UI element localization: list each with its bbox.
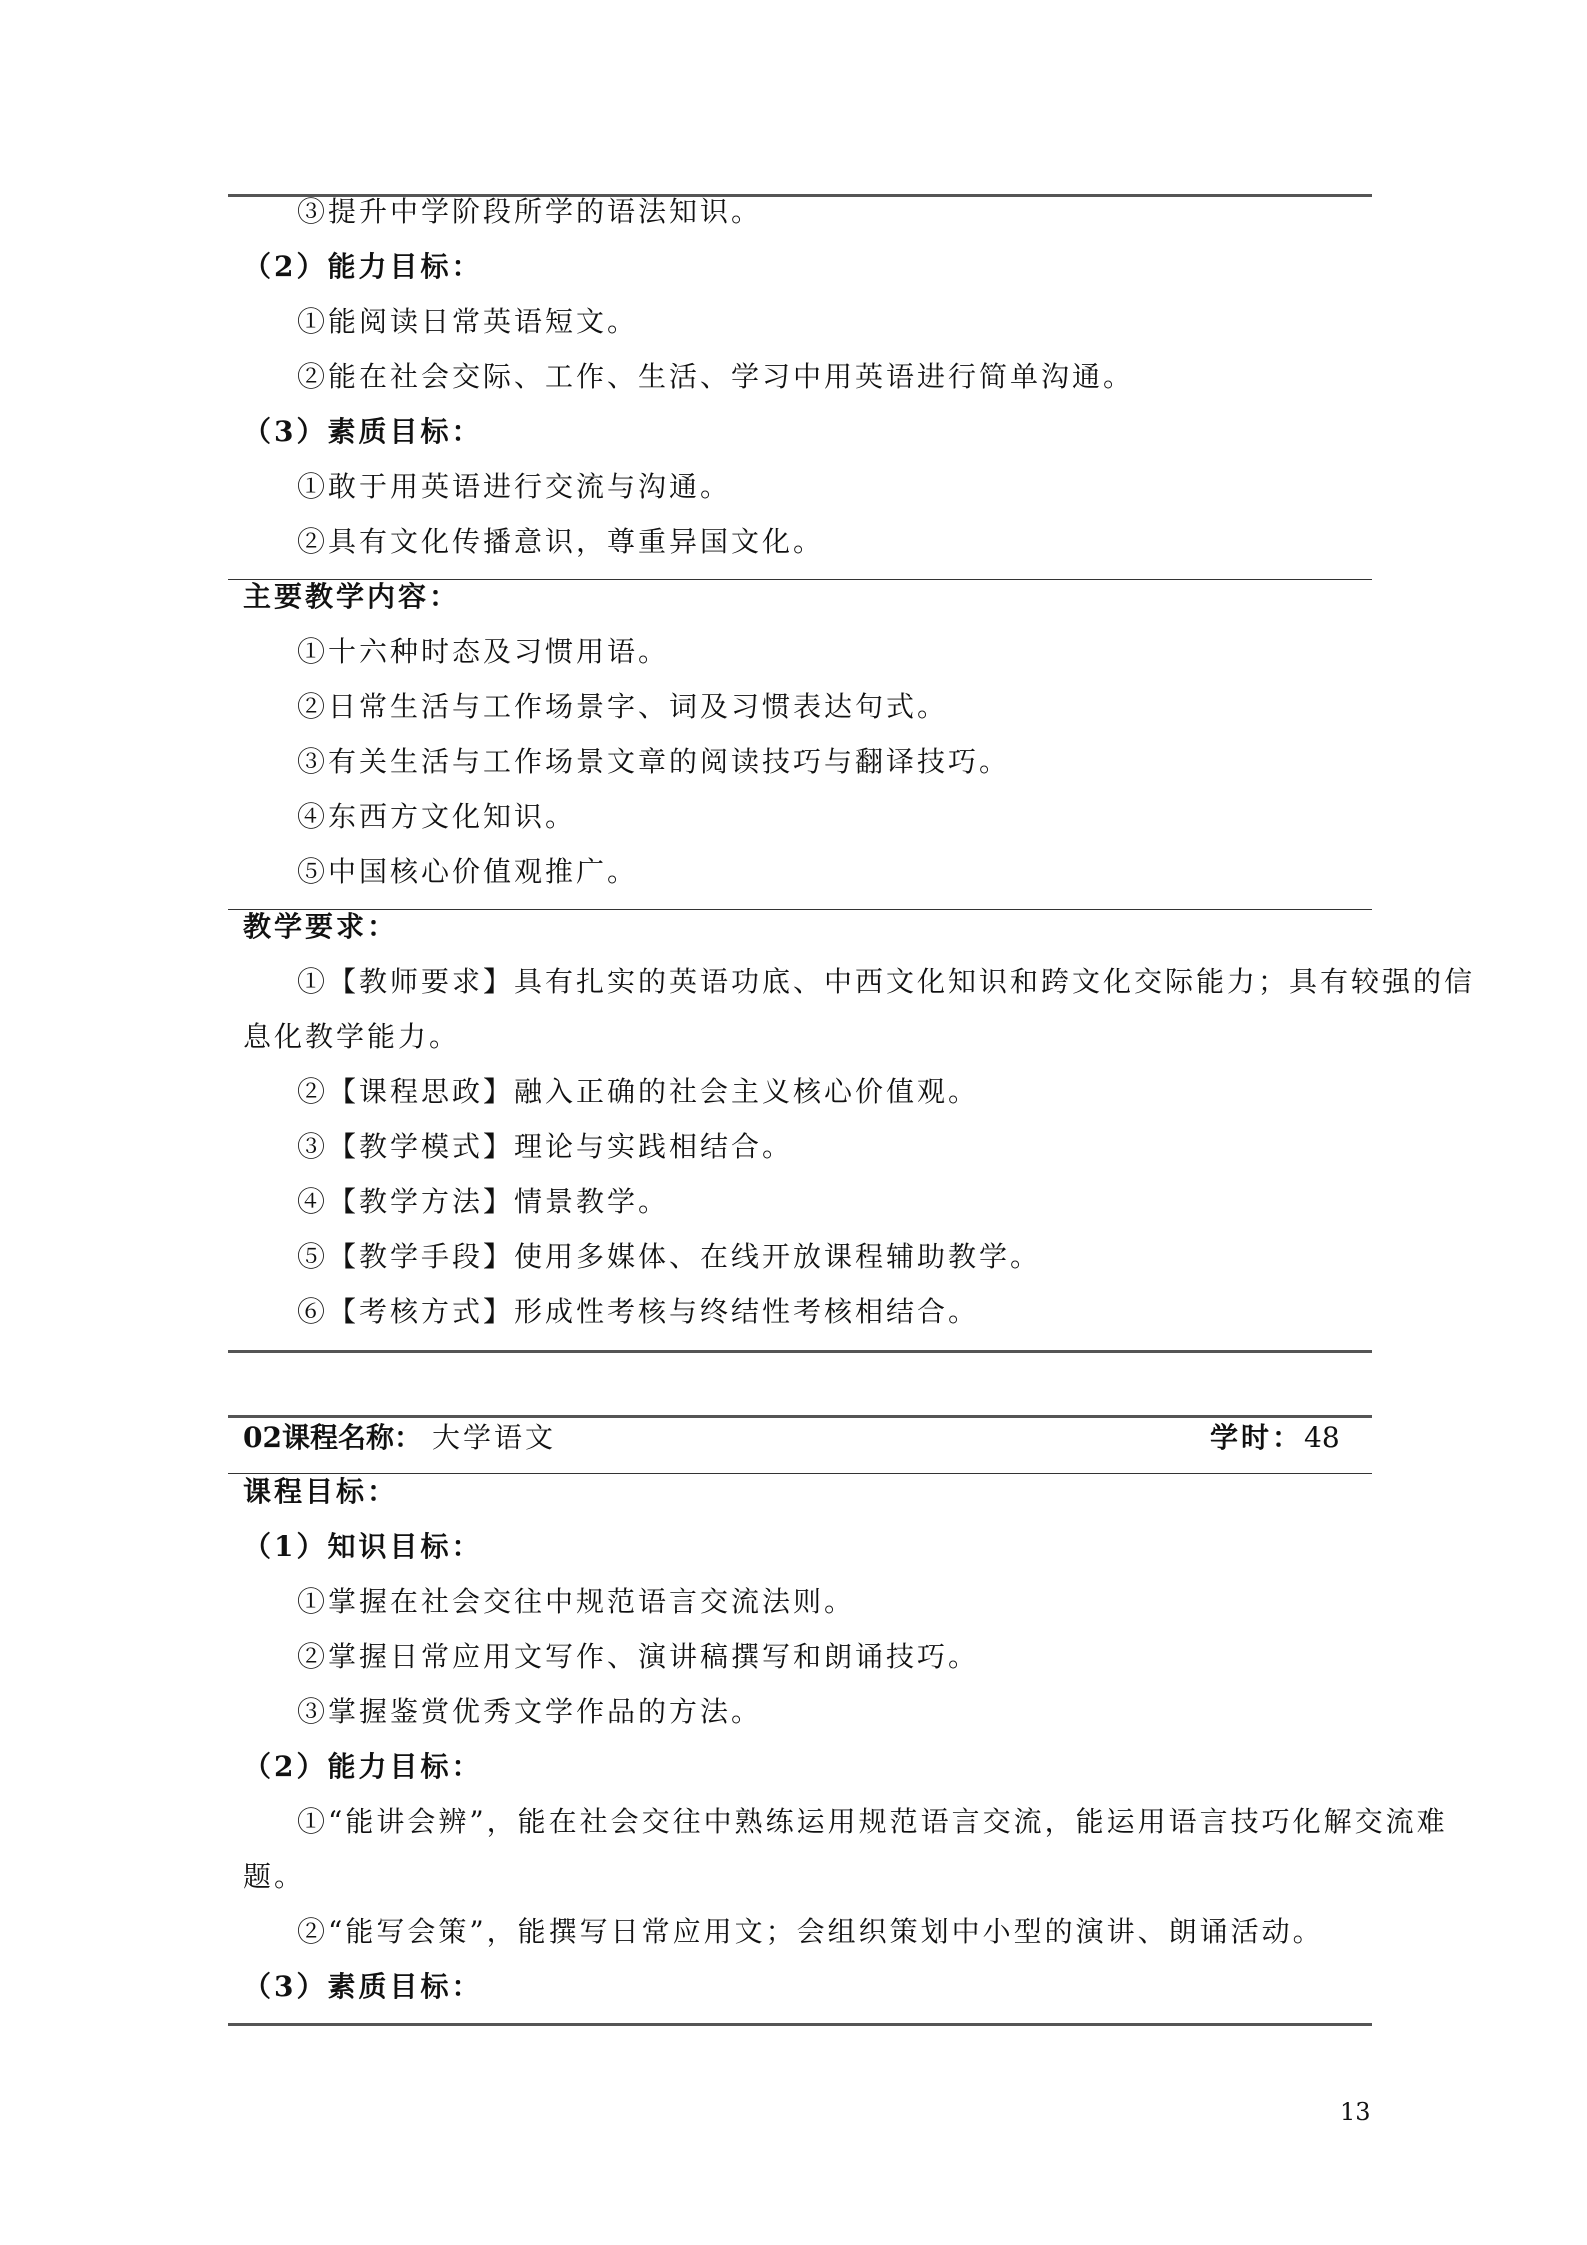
goal-heading: 课程目标： [243,1475,399,1508]
content-item: ④东西方文化知识。 [297,800,577,833]
requirement-item: ③【教学模式】理论与实践相结合。 [297,1130,794,1163]
course-name-label: 02课程名称： [243,1421,422,1454]
ability-heading: （2）能力目标： [243,250,483,283]
ability-item: ①“能讲会辨”，能在社会交往中熟练运用规范语言交流，能运用语言技巧化解交流难 [297,1805,1448,1838]
content-item: ③有关生活与工作场景文章的阅读技巧与翻译技巧。 [297,745,1011,778]
knowledge-item: ③掌握鉴赏优秀文学作品的方法。 [297,1695,763,1728]
knowledge-heading: （1）知识目标： [243,1530,483,1563]
table-bottom-rule [228,1350,1372,1353]
knowledge-item: ③提升中学阶段所学的语法知识。 [297,195,763,228]
ability-item-wrap: 题。 [243,1860,306,1893]
quality-item: ②具有文化传播意识，尊重异国文化。 [297,525,825,558]
content-heading: 主要教学内容： [243,580,461,613]
hours-value: 48 [1304,1421,1340,1454]
ability-item: ①能阅读日常英语短文。 [297,305,639,338]
page-number: 13 [1340,2098,1371,2126]
requirements-heading: 教学要求： [243,910,399,943]
row-divider [228,909,1372,910]
ability-item: ②能在社会交际、工作、生活、学习中用英语进行简单沟通。 [297,360,1135,393]
hours-label: 学时： [1210,1421,1304,1454]
requirement-item: ⑤【教学手段】使用多媒体、在线开放课程辅助教学。 [297,1240,1042,1273]
requirement-item: ①【教师要求】具有扎实的英语功底、中西文化知识和跨文化交际能力；具有较强的信 [297,965,1476,998]
course-name: 大学语文 [432,1421,557,1454]
quality-heading: （3）素质目标： [243,415,483,448]
requirement-item-wrap: 息化教学能力。 [243,1020,461,1053]
content-item: ⑤中国核心价值观推广。 [297,855,639,888]
requirement-item: ④【教学方法】情景教学。 [297,1185,670,1218]
ability-heading: （2）能力目标： [243,1750,483,1783]
quality-heading: （3）素质目标： [243,1970,483,2003]
requirement-item: ⑥【考核方式】形成性考核与终结性考核相结合。 [297,1295,980,1328]
content-item: ①十六种时态及习惯用语。 [297,635,670,668]
content-item: ②日常生活与工作场景字、词及习惯表达句式。 [297,690,949,723]
table-bottom-rule [228,2023,1372,2026]
row-divider [228,1473,1372,1474]
quality-item: ①敢于用英语进行交流与沟通。 [297,470,732,503]
ability-item: ②“能写会策”，能撰写日常应用文；会组织策划中小型的演讲、朗诵活动。 [297,1915,1324,1948]
knowledge-item: ②掌握日常应用文写作、演讲稿撰写和朗诵技巧。 [297,1640,980,1673]
requirement-item: ②【课程思政】融入正确的社会主义核心价值观。 [297,1075,980,1108]
knowledge-item: ①掌握在社会交往中规范语言交流法则。 [297,1585,856,1618]
